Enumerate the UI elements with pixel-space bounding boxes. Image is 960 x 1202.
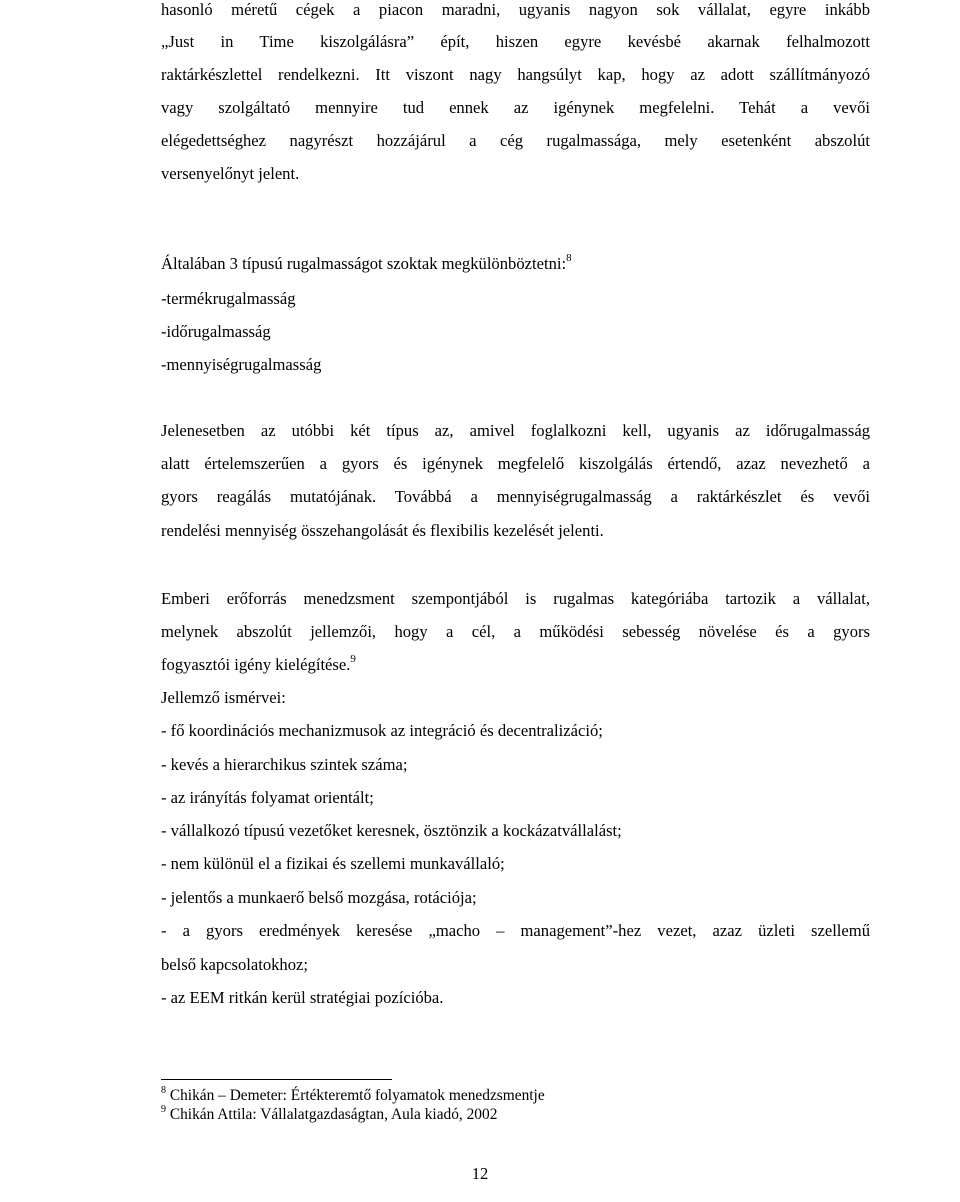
features-item: - jelentős a munkaerő belső mozgása, rotációja; — [161, 888, 477, 907]
paragraph3-text: fogyasztói igény kielégítése. — [161, 655, 351, 674]
paragraph1-line: versenyelőnyt jelent. — [161, 164, 300, 183]
footnote-text: Chikán Attila: Vállalatgazdaságtan, Aula kiadó, 2002 — [166, 1106, 498, 1123]
features-item: belső kapcsolatokhoz; — [161, 955, 309, 974]
paragraph1-line: raktárkészlettel rendelkezni. Itt viszont nagy hangsúlyt kap, hogy az adott szállítmányozó — [161, 65, 870, 84]
features-heading: Jellemző ismérvei: — [161, 688, 286, 707]
footnote-number: 8 — [161, 1084, 166, 1096]
types-item: -mennyiségrugalmasság — [161, 355, 322, 374]
paragraph1-line: vagy szolgáltató mennyire tud ennek az igénynek megfelelni. Tehát a vevői — [161, 98, 870, 117]
paragraph3-line: Emberi erőforrás menedzsment szempontjából is rugalmas kategóriába tartozik a vállalat, — [161, 589, 870, 608]
footnote-separator — [161, 1079, 392, 1080]
paragraph1-line: elégedettséghez nagyrészt hozzájárul a cég rugalmassága, mely esetenként abszolút — [161, 131, 870, 150]
paragraph1-line: „Just in Time kiszolgálásra” épít, hiszen egyre kevésbé akarnak felhalmozott — [161, 32, 870, 51]
features-item: - fő koordinációs mechanizmusok az integráció és decentralizáció; — [161, 721, 603, 740]
features-item: - az irányítás folyamat orientált; — [161, 788, 374, 807]
footnote — [161, 1084, 545, 1105]
paragraph2-line: rendelési mennyiség összehangolását és flexibilis kezelését jelenti. — [161, 521, 604, 540]
footnote-ref-8: 8 — [566, 252, 572, 265]
types-item: -termékrugalmasság — [161, 289, 296, 308]
paragraph2-line: alatt értelemszerűen a gyors és igénynek megfelelő kiszolgálás értendő, azaz nevezhető a — [161, 454, 870, 473]
types-intro — [161, 254, 870, 274]
paragraph1-line: hasonló méretű cégek a piacon maradni, ugyanis nagyon sok vállalat, egyre inkább — [161, 0, 870, 19]
features-item: - vállalkozó típusú vezetőket keresnek, ösztönzik a kockázatvállalást; — [161, 821, 622, 840]
features-item: - a gyors eredmények keresése „macho – management”-hez vezet, azaz üzleti szellemű — [161, 921, 870, 940]
footnote-ref-9: 9 — [350, 653, 356, 666]
paragraph2-line: gyors reagálás mutatójának. Továbbá a mennyiségrugalmasság a raktárkészlet és vevői — [161, 487, 870, 506]
footnote — [161, 1103, 498, 1124]
features-item: - nem különül el a fizikai és szellemi munkavállaló; — [161, 854, 505, 873]
page-number: 12 — [471, 1164, 489, 1183]
paragraph3-line — [161, 655, 870, 675]
paragraph3-line: melynek abszolút jellemzői, hogy a cél, a működési sebesség növelése és a gyors — [161, 622, 870, 641]
footnote-number: 9 — [161, 1103, 166, 1115]
types-item: -időrugalmasság — [161, 322, 271, 341]
paragraph2-line: Jelenesetben az utóbbi két típus az, amivel foglalkozni kell, ugyanis az időrugalmasság — [161, 421, 870, 440]
types-intro-text: Általában 3 típusú rugalmasságot szoktak megkülönböztetni: — [161, 254, 567, 273]
features-item: - kevés a hierarchikus szintek száma; — [161, 755, 408, 774]
footnote-text: Chikán – Demeter: Értékteremtő folyamatok menedzsmentje — [166, 1087, 545, 1104]
features-item: - az EEM ritkán kerül stratégiai pozícióba. — [161, 988, 444, 1007]
